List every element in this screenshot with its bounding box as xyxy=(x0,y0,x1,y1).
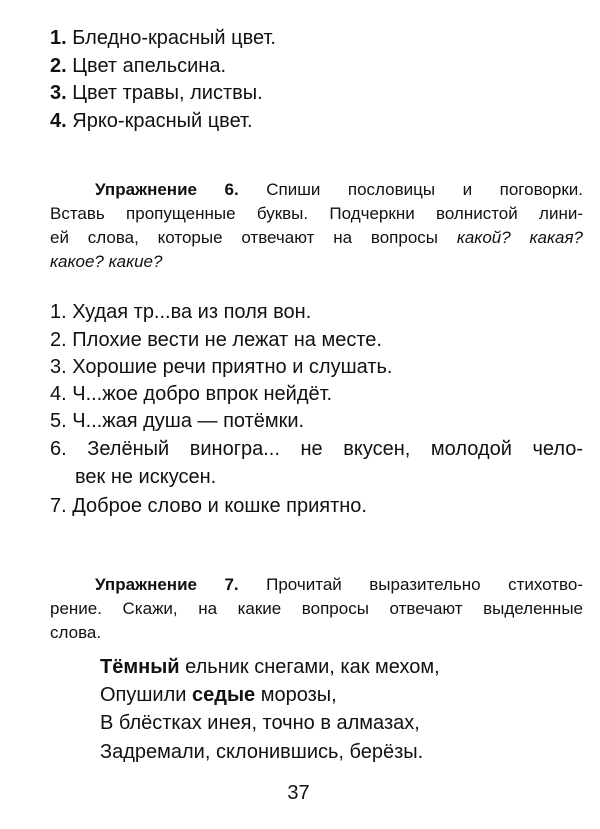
proverb: 5. Ч...жая душа — потёмки. xyxy=(50,410,305,432)
page-number: 37 xyxy=(287,782,310,804)
exercise-7-heading: Упражнение 7. Прочитай выразительно стихотво- xyxy=(95,575,583,594)
exercise-6-heading: Упражнение 6. Спиши пословицы и поговорки. xyxy=(95,180,583,199)
exercise-6-text: Вставь пропущенные буквы. Подчеркни волнистой лини- xyxy=(50,204,583,223)
proverb: 2. Плохие вести не лежат на месте. xyxy=(50,329,382,351)
list-item: 1. Бледно-красный цвет. xyxy=(50,27,276,49)
exercise-6-text: какое? какие? xyxy=(50,252,163,271)
exercise-7-text: рение. Скажи, на какие вопросы отвечают выделенные xyxy=(50,599,583,618)
proverb: 3. Хорошие речи приятно и слушать. xyxy=(50,356,393,378)
poem-line: В блёстках инея, точно в алмазах, xyxy=(100,712,420,734)
proverb: 1. Худая тр...ва из поля вон. xyxy=(50,301,312,323)
list-item: 3. Цвет травы, листвы. xyxy=(50,82,263,104)
poem-line: Тёмный ельник снегами, как мехом, xyxy=(100,656,440,678)
proverb: 6. Зелёный виногра... не вкусен, молодой чело- xyxy=(50,438,583,460)
proverb: 7. Доброе слово и кошке приятно. xyxy=(50,495,367,517)
poem-line: Опушили седые морозы, xyxy=(100,684,337,706)
poem-line: Задремали, склонившись, берёзы. xyxy=(100,741,424,763)
exercise-6-text: ей слова, которые отвечают на вопросы какой? какая? xyxy=(50,228,583,247)
list-item: 2. Цвет апельсина. xyxy=(50,55,227,77)
exercise-7-text: слова. xyxy=(50,623,102,642)
proverb: 4. Ч...жое добро впрок нейдёт. xyxy=(50,383,333,405)
proverb-continuation: век не искусен. xyxy=(75,466,217,488)
list-item: 4. Ярко-красный цвет. xyxy=(50,110,253,132)
